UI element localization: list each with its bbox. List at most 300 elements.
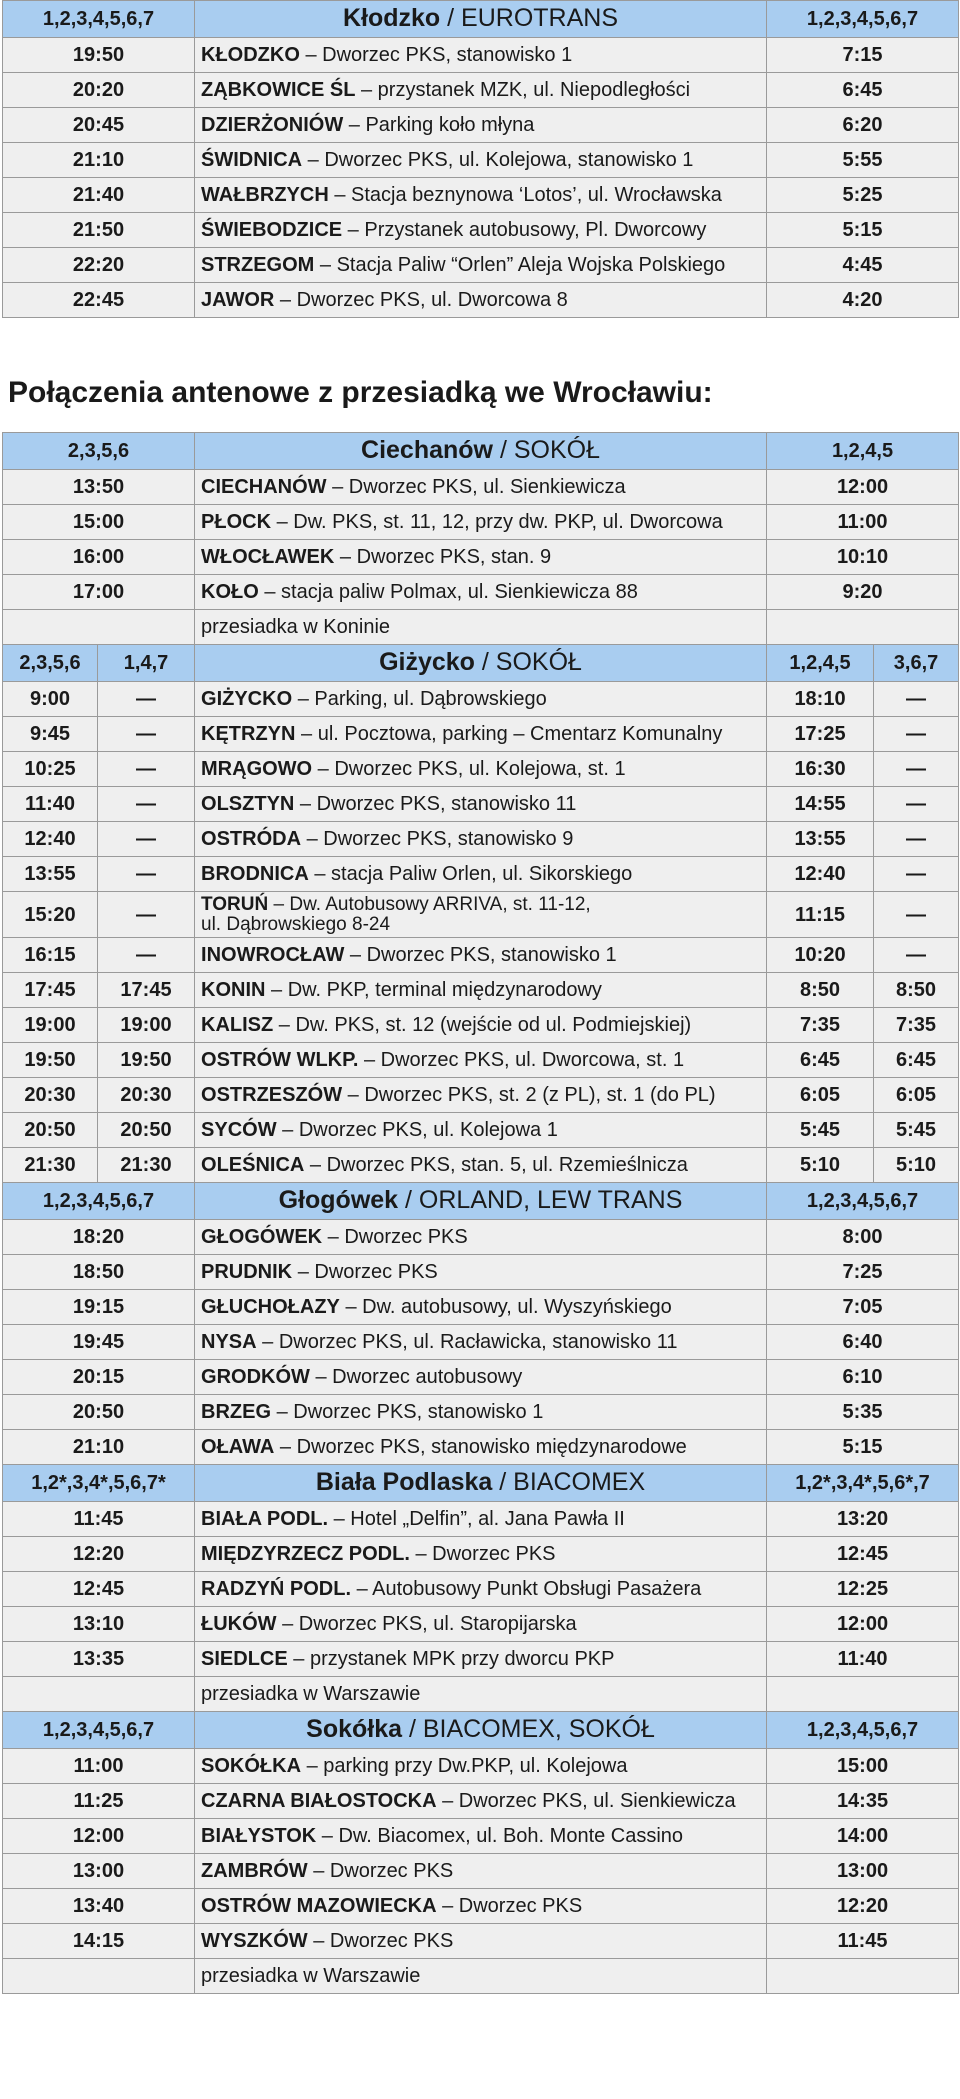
stop-cell bbox=[195, 1220, 767, 1255]
stop-cell bbox=[195, 787, 767, 822]
stop-city: CZARNA BIAŁOSTOCKA bbox=[201, 1790, 437, 1812]
stop-city: ZAMBRÓW bbox=[201, 1860, 308, 1882]
return-time-b: — bbox=[874, 892, 959, 938]
table-row bbox=[3, 1572, 959, 1607]
return-time-a: 5:45 bbox=[767, 1113, 874, 1148]
stop-city: WAŁBRZYCH bbox=[201, 184, 329, 206]
stop-desc: – Parking koło młyna bbox=[343, 114, 535, 136]
route-name: Ciechanów bbox=[361, 436, 494, 465]
return-time: 12:25 bbox=[767, 1572, 959, 1607]
table-row bbox=[3, 1078, 959, 1113]
departure-time-a: 10:25 bbox=[3, 752, 98, 787]
departure-time: 11:25 bbox=[3, 1784, 195, 1819]
departure-time: 13:50 bbox=[3, 470, 195, 505]
stop-cell bbox=[195, 1395, 767, 1430]
route-name: Giżycko bbox=[379, 648, 475, 677]
stop-city: PŁOCK bbox=[201, 511, 272, 533]
stop-desc: – Dworzec PKS, ul. Dworcowa 8 bbox=[274, 289, 568, 311]
departure-time-a: 9:45 bbox=[3, 717, 98, 752]
return-time-a: 17:25 bbox=[767, 717, 874, 752]
departure-time-b: — bbox=[98, 752, 195, 787]
stop-cell bbox=[195, 1325, 767, 1360]
departure-time: 13:35 bbox=[3, 1642, 195, 1677]
return-time: 6:40 bbox=[767, 1325, 959, 1360]
stop-desc: – Dworzec PKS, stanowisko 9 bbox=[301, 828, 574, 850]
stop-desc: – stacja paliw Polmax, ul. Sienkiewicza 88 bbox=[258, 581, 638, 603]
return-time: 14:00 bbox=[767, 1819, 959, 1854]
departure-time-b: — bbox=[98, 822, 195, 857]
return-time-b: 8:50 bbox=[874, 973, 959, 1008]
departure-time: 21:10 bbox=[3, 1430, 195, 1465]
stop-city: WYSZKÓW bbox=[201, 1930, 308, 1952]
departure-time-a: 19:00 bbox=[3, 1008, 98, 1043]
departure-time-a: 15:20 bbox=[3, 892, 98, 938]
stop-cell bbox=[195, 1572, 767, 1607]
stop-cell bbox=[195, 1008, 767, 1043]
departure-time: 11:00 bbox=[3, 1749, 195, 1784]
stop-desc: – Dworzec PKS, stanowisko 1 bbox=[299, 44, 573, 66]
stop-city: SYCÓW bbox=[201, 1119, 277, 1141]
return-time-a: 18:10 bbox=[767, 682, 874, 717]
stop-city: TORUŃ bbox=[201, 893, 269, 915]
departure-time-b: — bbox=[98, 682, 195, 717]
stop-city: OSTRÓW WLKP. bbox=[201, 1049, 359, 1071]
route-operator: / BIACOMEX, SOKÓŁ bbox=[402, 1715, 655, 1744]
note-row bbox=[3, 1677, 959, 1712]
stop-city: RADZYŃ PODL. bbox=[201, 1578, 352, 1600]
return-time: 10:10 bbox=[767, 540, 959, 575]
stop-city: KOŁO bbox=[201, 581, 259, 603]
stop-desc: – Dworzec PKS, stanowisko 1 bbox=[271, 1401, 544, 1423]
table-row bbox=[3, 1607, 959, 1642]
stop-city: ŚWIDNICA bbox=[201, 149, 303, 171]
departure-time: 19:45 bbox=[3, 1325, 195, 1360]
route-name: Biała Podlaska bbox=[315, 1468, 493, 1497]
stop-desc: – Dw. PKS, st. 12 (wejście od ul. Podmiejskiej) bbox=[273, 1014, 692, 1036]
stop-cell bbox=[195, 505, 767, 540]
departure-time-b: — bbox=[98, 892, 195, 938]
return-time-a: 10:20 bbox=[767, 938, 874, 973]
stop-cell bbox=[195, 1255, 767, 1290]
table-row bbox=[3, 505, 959, 540]
stop-desc: – Autobusowy Punkt Obsługi Pasażera bbox=[351, 1578, 702, 1600]
departure-time: 12:20 bbox=[3, 1537, 195, 1572]
departure-time-a: 20:30 bbox=[3, 1078, 98, 1113]
return-days: 1,2,3,4,5,6,7 bbox=[767, 1183, 959, 1220]
route-name-cell bbox=[195, 645, 767, 682]
stop-desc: – stacja Paliw Orlen, ul. Sikorskiego bbox=[308, 863, 633, 885]
return-time-a: 12:40 bbox=[767, 857, 874, 892]
departure-time: 12:45 bbox=[3, 1572, 195, 1607]
stop-city: WŁOCŁAWEK bbox=[201, 546, 335, 568]
route-header-row bbox=[3, 433, 959, 470]
stop-city: PRUDNIK bbox=[201, 1261, 293, 1283]
stop-city: SOKÓŁKA bbox=[201, 1755, 302, 1777]
stop-desc: – ul. Pocztowa, parking – Cmentarz Komunalny bbox=[295, 723, 723, 745]
route-name-cell bbox=[195, 1465, 767, 1502]
departure-days: 1,2,3,4,5,6,7 bbox=[3, 1183, 195, 1220]
table-row bbox=[3, 213, 959, 248]
stop-desc: – Stacja beznynowa ‘Lotos’, ul. Wrocławska bbox=[328, 184, 722, 206]
departure-time: 14:15 bbox=[3, 1924, 195, 1959]
table-row bbox=[3, 470, 959, 505]
stop-city: KĘTRZYN bbox=[201, 723, 296, 745]
return-time: 11:40 bbox=[767, 1642, 959, 1677]
return-time-b: 5:10 bbox=[874, 1148, 959, 1183]
route-name: Kłodzko bbox=[342, 4, 441, 33]
empty-cell bbox=[3, 1677, 195, 1712]
table-row bbox=[3, 1924, 959, 1959]
stop-cell bbox=[195, 213, 767, 248]
return-time: 15:00 bbox=[767, 1749, 959, 1784]
stop-city: SIEDLCE bbox=[201, 1648, 288, 1670]
return-time-a: 8:50 bbox=[767, 973, 874, 1008]
return-time: 6:45 bbox=[767, 73, 959, 108]
table-row bbox=[3, 248, 959, 283]
table-row bbox=[3, 283, 959, 318]
route-name-cell bbox=[195, 1183, 767, 1220]
table-row bbox=[3, 575, 959, 610]
stop-city: ZĄBKOWICE ŚL bbox=[201, 79, 356, 101]
stop-city: GŁOGÓWEK bbox=[201, 1226, 323, 1248]
stop-cell bbox=[195, 1784, 767, 1819]
departure-time-b: 20:30 bbox=[98, 1078, 195, 1113]
return-time-b: — bbox=[874, 938, 959, 973]
table-row bbox=[3, 73, 959, 108]
departure-days-a: 2,3,5,6 bbox=[3, 645, 98, 682]
return-time: 5:15 bbox=[767, 213, 959, 248]
return-time-b: — bbox=[874, 822, 959, 857]
departure-time: 13:40 bbox=[3, 1889, 195, 1924]
stop-city: ŁUKÓW bbox=[201, 1613, 277, 1635]
stop-desc: – parking przy Dw.PKP, ul. Kolejowa bbox=[301, 1755, 628, 1777]
return-days: 1,2*,3,4*,5,6*,7 bbox=[767, 1465, 959, 1502]
table-row bbox=[3, 1113, 959, 1148]
stop-cell bbox=[195, 1290, 767, 1325]
route-name-cell bbox=[195, 433, 767, 470]
route-operator: / BIACOMEX bbox=[492, 1468, 646, 1497]
stop-desc: – Dworzec autobusowy bbox=[309, 1366, 523, 1388]
table-row bbox=[3, 1784, 959, 1819]
table-row bbox=[3, 1819, 959, 1854]
table-row bbox=[3, 1290, 959, 1325]
stop-desc: – Dw. PKP, terminal międzynarodowy bbox=[265, 979, 602, 1001]
stop-city: BRZEG bbox=[201, 1401, 272, 1423]
stop-city: MRĄGOWO bbox=[201, 758, 313, 780]
stop-desc: – przystanek MPK przy dworcu PKP bbox=[287, 1648, 615, 1670]
stop-desc: – Dw. autobusowy, ul. Wyszyńskiego bbox=[339, 1296, 672, 1318]
departure-time: 22:20 bbox=[3, 248, 195, 283]
departure-time: 12:00 bbox=[3, 1819, 195, 1854]
stop-cell bbox=[195, 143, 767, 178]
table-row bbox=[3, 752, 959, 787]
departure-days-b: 1,4,7 bbox=[98, 645, 195, 682]
table-row bbox=[3, 1749, 959, 1784]
return-time-a: 11:15 bbox=[767, 892, 874, 938]
stop-desc: – Dw. PKS, st. 11, 12, przy dw. PKP, ul. Dworcowa bbox=[271, 511, 723, 533]
departure-time-a: 13:55 bbox=[3, 857, 98, 892]
note-row bbox=[3, 1959, 959, 1994]
empty-cell bbox=[767, 610, 959, 645]
stop-cell bbox=[195, 1502, 767, 1537]
stop-cell bbox=[195, 682, 767, 717]
return-time: 7:05 bbox=[767, 1290, 959, 1325]
stop-desc: – Dworzec PKS, stanowisko 1 bbox=[344, 944, 617, 966]
stop-cell bbox=[195, 1924, 767, 1959]
stop-desc: – Dworzec PKS, ul. Dworcowa, st. 1 bbox=[358, 1049, 685, 1071]
stop-city: DZIERŻONIÓW bbox=[201, 114, 344, 136]
stop-cell bbox=[195, 575, 767, 610]
stop-desc: – przystanek MZK, ul. Niepodległości bbox=[355, 79, 691, 101]
section-title: Połączenia antenowe z przesiadką we Wrocławiu: bbox=[8, 376, 713, 409]
stop-cell bbox=[195, 1819, 767, 1854]
stop-desc: – Dworzec PKS, ul. Sienkiewicza bbox=[436, 1790, 736, 1812]
return-time: 5:55 bbox=[767, 143, 959, 178]
route-operator: / EUROTRANS bbox=[440, 4, 618, 33]
departure-time-b: 19:00 bbox=[98, 1008, 195, 1043]
table-row bbox=[3, 717, 959, 752]
departure-time-b: — bbox=[98, 938, 195, 973]
departure-time: 16:00 bbox=[3, 540, 195, 575]
stop-desc: – Dworzec PKS, ul. Kolejowa, stanowisko 1 bbox=[302, 149, 694, 171]
stop-cell bbox=[195, 108, 767, 143]
departure-time-b: 17:45 bbox=[98, 973, 195, 1008]
return-time-b: — bbox=[874, 717, 959, 752]
departure-time: 20:15 bbox=[3, 1360, 195, 1395]
return-time: 13:20 bbox=[767, 1502, 959, 1537]
stop-desc: – Dworzec PKS, st. 2 (z PL), st. 1 (do PL) bbox=[342, 1084, 716, 1106]
table-row bbox=[3, 682, 959, 717]
table-row bbox=[3, 143, 959, 178]
stop-desc: – Dworzec PKS, stan. 5, ul. Rzemieślnicza bbox=[304, 1154, 688, 1176]
route-name-cell bbox=[195, 1, 767, 38]
departure-time: 19:50 bbox=[3, 38, 195, 73]
stop-desc: – Dworzec PKS bbox=[436, 1895, 583, 1917]
return-time: 11:00 bbox=[767, 505, 959, 540]
return-time: 14:35 bbox=[767, 1784, 959, 1819]
return-time: 5:15 bbox=[767, 1430, 959, 1465]
departure-time-a: 16:15 bbox=[3, 938, 98, 973]
return-days: 1,2,3,4,5,6,7 bbox=[767, 1, 959, 38]
table-row bbox=[3, 973, 959, 1008]
table-row bbox=[3, 1854, 959, 1889]
stop-city: GŁUCHOŁAZY bbox=[201, 1296, 340, 1318]
table-row bbox=[3, 1889, 959, 1924]
stop-city: STRZEGOM bbox=[201, 254, 315, 276]
stop-cell bbox=[195, 1113, 767, 1148]
stop-desc: – Dworzec PKS, stanowisko 11 bbox=[294, 793, 577, 815]
transfer-note: przesiadka w Warszawie bbox=[195, 1959, 767, 1994]
connections-timetable bbox=[2, 432, 959, 1994]
departure-time-b: 21:30 bbox=[98, 1148, 195, 1183]
route-header-row bbox=[3, 1183, 959, 1220]
stop-desc: – Dw. Autobusowy ARRIVA, st. 11-12, bbox=[268, 893, 591, 915]
return-time-b: — bbox=[874, 752, 959, 787]
stop-desc: – Dworzec PKS bbox=[322, 1226, 468, 1248]
return-time: 9:20 bbox=[767, 575, 959, 610]
table-row bbox=[3, 1043, 959, 1078]
stop-desc: – Dw. Biacomex, ul. Boh. Monte Cassino bbox=[316, 1825, 684, 1847]
departure-time: 13:00 bbox=[3, 1854, 195, 1889]
transfer-note: przesiadka w Koninie bbox=[195, 610, 767, 645]
departure-time: 15:00 bbox=[3, 505, 195, 540]
stop-city: KONIN bbox=[201, 979, 266, 1001]
departure-time-a: 19:50 bbox=[3, 1043, 98, 1078]
table-row bbox=[3, 38, 959, 73]
departure-time-a: 17:45 bbox=[3, 973, 98, 1008]
stop-city: KALISZ bbox=[201, 1014, 274, 1036]
departure-time-b: — bbox=[98, 787, 195, 822]
empty-cell bbox=[767, 1677, 959, 1712]
departure-time-a: 12:40 bbox=[3, 822, 98, 857]
route-name: Sokółka bbox=[306, 1715, 403, 1744]
stop-cell bbox=[195, 973, 767, 1008]
departure-time: 22:45 bbox=[3, 283, 195, 318]
stop-city: JAWOR bbox=[201, 289, 275, 311]
return-time-a: 13:55 bbox=[767, 822, 874, 857]
table-row bbox=[3, 857, 959, 892]
note-row bbox=[3, 610, 959, 645]
stop-desc: – Dworzec PKS bbox=[409, 1543, 556, 1565]
return-time: 12:00 bbox=[767, 1607, 959, 1642]
departure-time-b: 19:50 bbox=[98, 1043, 195, 1078]
return-time: 6:10 bbox=[767, 1360, 959, 1395]
stop-cell bbox=[195, 470, 767, 505]
departure-time: 20:20 bbox=[3, 73, 195, 108]
departure-days: 2,3,5,6 bbox=[3, 433, 195, 470]
stop-desc: – Dworzec PKS, stan. 9 bbox=[334, 546, 552, 568]
stop-desc: – Przystanek autobusowy, Pl. Dworcowy bbox=[342, 219, 707, 241]
route-header-row bbox=[3, 1, 959, 38]
return-time-a: 6:45 bbox=[767, 1043, 874, 1078]
stop-cell bbox=[195, 540, 767, 575]
return-time-a: 7:35 bbox=[767, 1008, 874, 1043]
table-row bbox=[3, 1325, 959, 1360]
stop-city: BRODNICA bbox=[201, 863, 309, 885]
stop-cell bbox=[195, 1078, 767, 1113]
stop-city: GRODKÓW bbox=[201, 1366, 310, 1388]
stop-cell bbox=[195, 822, 767, 857]
return-days-b: 3,6,7 bbox=[874, 645, 959, 682]
stop-cell bbox=[195, 892, 767, 938]
stop-desc: – Dworzec PKS bbox=[307, 1930, 454, 1952]
departure-time-a: 9:00 bbox=[3, 682, 98, 717]
table-row bbox=[3, 540, 959, 575]
table-row bbox=[3, 938, 959, 973]
stop-cell bbox=[195, 1607, 767, 1642]
departure-time-b: 20:50 bbox=[98, 1113, 195, 1148]
table-row bbox=[3, 1430, 959, 1465]
return-time-a: 14:55 bbox=[767, 787, 874, 822]
table-row bbox=[3, 1008, 959, 1043]
return-time-a: 16:30 bbox=[767, 752, 874, 787]
departure-time: 17:00 bbox=[3, 575, 195, 610]
return-time-b: 5:45 bbox=[874, 1113, 959, 1148]
table-row bbox=[3, 1255, 959, 1290]
stop-desc: – Dworzec PKS bbox=[292, 1261, 438, 1283]
return-time-b: 7:35 bbox=[874, 1008, 959, 1043]
stop-cell bbox=[195, 38, 767, 73]
stop-desc: – Dworzec PKS, ul. Staropijarska bbox=[276, 1613, 577, 1635]
return-days-a: 1,2,4,5 bbox=[767, 645, 874, 682]
empty-cell bbox=[3, 1959, 195, 1994]
departure-time: 19:15 bbox=[3, 1290, 195, 1325]
return-time-a: 5:10 bbox=[767, 1148, 874, 1183]
departure-time-b: — bbox=[98, 857, 195, 892]
departure-days: 1,2*,3,4*,5,6,7* bbox=[3, 1465, 195, 1502]
stop-cell bbox=[195, 1889, 767, 1924]
departure-time-b: — bbox=[98, 717, 195, 752]
table-row bbox=[3, 822, 959, 857]
stop-desc: – Dworzec PKS, stanowisko międzynarodowe bbox=[274, 1436, 687, 1458]
return-time: 6:20 bbox=[767, 108, 959, 143]
departure-time: 21:40 bbox=[3, 178, 195, 213]
return-time: 5:35 bbox=[767, 1395, 959, 1430]
stop-desc: – Dworzec PKS bbox=[307, 1860, 454, 1882]
return-days: 1,2,3,4,5,6,7 bbox=[767, 1712, 959, 1749]
table-row bbox=[3, 1502, 959, 1537]
departure-time-a: 21:30 bbox=[3, 1148, 98, 1183]
table-row bbox=[3, 1642, 959, 1677]
stop-desc: – Dworzec PKS, ul. Racławicka, stanowisko 11 bbox=[256, 1331, 678, 1353]
stop-cell bbox=[195, 1430, 767, 1465]
return-time-b: 6:45 bbox=[874, 1043, 959, 1078]
return-time-b: 6:05 bbox=[874, 1078, 959, 1113]
departure-time: 18:20 bbox=[3, 1220, 195, 1255]
stop-cell bbox=[195, 752, 767, 787]
stop-city: OŁAWA bbox=[201, 1436, 275, 1458]
stop-city: NYSA bbox=[201, 1331, 257, 1353]
stop-cell bbox=[195, 1148, 767, 1183]
route-name: Głogówek bbox=[278, 1186, 399, 1215]
table-row bbox=[3, 1220, 959, 1255]
return-time: 5:25 bbox=[767, 178, 959, 213]
route-operator: / SOKÓŁ bbox=[493, 436, 600, 465]
table-row bbox=[3, 1537, 959, 1572]
stop-cell bbox=[195, 717, 767, 752]
stop-cell bbox=[195, 1854, 767, 1889]
table-row bbox=[3, 178, 959, 213]
stop-city: BIAŁYSTOK bbox=[201, 1825, 317, 1847]
departure-time: 21:10 bbox=[3, 143, 195, 178]
return-time: 7:25 bbox=[767, 1255, 959, 1290]
departure-days: 1,2,3,4,5,6,7 bbox=[3, 1712, 195, 1749]
stop-cell bbox=[195, 283, 767, 318]
return-time-b: — bbox=[874, 787, 959, 822]
route-operator: / SOKÓŁ bbox=[474, 648, 582, 677]
stop-cell bbox=[195, 1642, 767, 1677]
departure-days: 1,2,3,4,5,6,7 bbox=[3, 1, 195, 38]
stop-city: OSTRÓW MAZOWIECKA bbox=[201, 1895, 437, 1917]
return-time-b: — bbox=[874, 857, 959, 892]
stop-city: OLEŚNICA bbox=[201, 1154, 305, 1176]
departure-time: 21:50 bbox=[3, 213, 195, 248]
stop-city: OSTRÓDA bbox=[201, 828, 302, 850]
route-header-row bbox=[3, 1465, 959, 1502]
departure-time: 18:50 bbox=[3, 1255, 195, 1290]
return-time-b: — bbox=[874, 682, 959, 717]
stop-desc: – Dworzec PKS, ul. Kolejowa 1 bbox=[276, 1119, 558, 1141]
stop-city: ŚWIEBODZICE bbox=[201, 219, 343, 241]
route-header-row bbox=[3, 645, 959, 682]
return-time: 12:45 bbox=[767, 1537, 959, 1572]
stop-cell bbox=[195, 1360, 767, 1395]
stop-desc: – Dworzec PKS, ul. Kolejowa, st. 1 bbox=[312, 758, 626, 780]
stop-desc: – Stacja Paliw “Orlen” Aleja Wojska Polskiego bbox=[314, 254, 726, 276]
route-name-cell bbox=[195, 1712, 767, 1749]
stop-cell bbox=[195, 1749, 767, 1784]
stop-cell bbox=[195, 938, 767, 973]
